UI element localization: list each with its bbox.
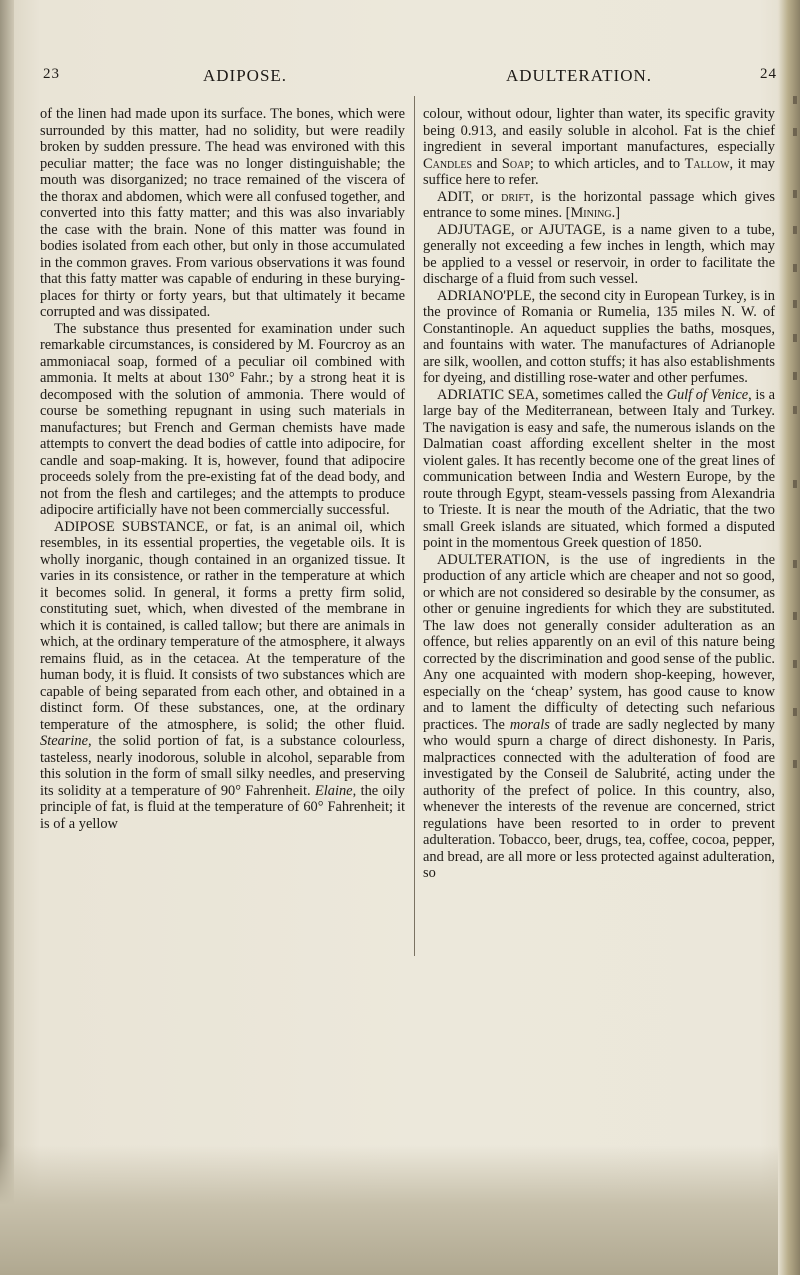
entry-headword: ADJUTAGE, <box>437 221 515 238</box>
cross-reference: Candles <box>423 155 473 172</box>
entry-adjutage <box>423 222 775 288</box>
entry-text: , is a large bay of the Mediterranean, between Italy and Turkey. The navigation is easy and safe, the numerous islands on the Dalmatian coast affording excellent shelter in the most violent gales. It has recently become one of the great lines of communication between India and Western Europe, by the route through Egypt, steam-vessels passing from Alexandria to Trieste. It is near the mouth of the Adriatic, that the two small Greek islands are situated, which formed a disputed point in the momentous Greek question of 1850. <box>423 386 775 551</box>
entry-text: .] <box>611 205 620 221</box>
italic-term: Gulf of Venice <box>666 386 749 403</box>
paragraph-adipocire-continued: of the linen had made upon its surface. The bones, which were surrounded by this matter, had no solidity, but were readily broken by sudden pressure. The head was environed with this peculiar matter; the face was no longer distinguishable; the mouth was disorganized; no trace remained of the viscera of the thorax and abdomen, which were all confused together, and converted into this fatty matter; and this was also invariably the case with the brain. None of this matter was found in bodies isolated from each other, but only in those accumulated in the common graves. From various observations it was found that this fatty matter was capable of enduring in these burying-places for thirty or forty years, but that ultimately it became corrupted and was dissipated. <box>40 106 405 320</box>
cross-reference: Tallow <box>684 155 730 172</box>
paragraph-fourcroy: The substance thus presented for examination under such remarkable circumstances, is considered by M. Fourcroy as an ammoniacal soap, formed of a peculiar oil combined with ammonia. It melts at about 130° Fahr.; by a strong heat it is decomposed with the solution of ammonia. There would of course be something repugnant in using such materials in manufactures; but French and German chemists have made attempts to convert the dead bodies of cattle into adipocire, for candle and soap-making. It is, however, found that adipocire proceeds solely from the pre-existing fat of the dead body, and not from the flesh and cartileges; and the attempts to produce adipocire artificially have not been commercially successful. <box>40 320 405 518</box>
entry-adriatic-sea <box>423 387 775 552</box>
entry-headword: ADRIATIC SEA, <box>437 386 539 403</box>
right-page-edge <box>778 0 800 1275</box>
entry-text: ; to which articles, and to <box>529 155 685 172</box>
entry-text: or <box>473 188 502 205</box>
entry-headword: ADIT, <box>437 188 474 205</box>
entry-text: , it may suffice here to refer. <box>423 155 775 188</box>
entry-text: is the use of ingredients in the production of any article which are cheaper and not so good, or which are not considered so desirable by the consumer, as other or genuine ingredients for which they are substituted. The law does not generally consider adulteration as an offence, but relies apparently on an evil of this nature being corrected by the discrimination and good sense of the public. Any one acquainted with modern shop-keeping, however, especially on the ‘cheap’ system, has good cause to know and to lament the difficulty of detecting such nefarious practices. The <box>423 551 775 733</box>
entry-adrianople <box>423 288 775 387</box>
italic-term: morals <box>509 716 550 733</box>
entry-text: or AJUTAGE, is a name given to a tube, generally not exceeding a few inches in length, which may be applied to a vessel or reservoir, in order to facilitate the discharge of a fluid from such vessel. <box>423 221 775 287</box>
entry-text: , is the horizontal passage which gives entrance to some mines. [ <box>423 188 775 221</box>
entry-text: the second city in European Turkey, is in the province of Romania or Rumelia, 135 miles N. W. of Constantinople. An aqueduct supplies the baths, mosques, and fountains with water. The manufactures of Adrianople are silk, woollen, and cotton stuffs; it has also establishments for dyeing, and distilling rose-water and other perfumes. <box>423 287 775 386</box>
entry-headword: ADULTERATION, <box>437 551 550 568</box>
cross-reference: Mining <box>570 205 612 221</box>
entry-headword: ADIPOSE SUBSTANCE, <box>54 518 209 535</box>
entry-text: colour, without odour, lighter than water, its specific gravity being 0.913, and easily soluble in alcohol. Fat is the chief ingredient in several important manufactures, especially <box>423 106 775 155</box>
entry-adipose-substance <box>40 519 405 833</box>
small-caps-term: drift <box>501 188 530 205</box>
column-divider <box>414 96 415 956</box>
right-page-number: 24 <box>760 66 777 82</box>
left-running-title: ADIPOSE. <box>203 66 288 85</box>
right-column <box>423 106 775 882</box>
entry-text: , the oily principle of fat, is fluid at the temperature of 60° Fahrenheit; it is of a yellow <box>40 782 405 832</box>
italic-term: Elaine <box>314 782 353 799</box>
entry-adulteration <box>423 552 775 882</box>
right-running-title: ADULTERATION. <box>506 66 653 85</box>
entry-text: of trade are sadly neglected by many who would spurn a charge of direct dishonesty. In Paris, malpractices connected with the adulteration of food are investigated by the Conseil de Salubrité, acting under the authority of the prefect of police. In this country, also, whenever the interests of the revenue are concerned, strict regulations have been resorted to in order to prevent adulteration. Tobacco, beer, drugs, tea, coffee, cocoa, pepper, and bread, are all more or less protected against adulteration, so <box>423 716 775 881</box>
entry-text: , the solid portion of fat, is a substance colourless, tasteless, nearly inodorous, soluble in alcohol, separable from this solution in the form of small silky needles, and preserving its solidity at a temperature of 90° Fahrenheit. <box>40 733 405 799</box>
italic-term: Stearine <box>40 733 88 749</box>
entry-adit <box>423 189 775 222</box>
paragraph-fat-continued <box>423 106 775 189</box>
left-page-number: 23 <box>43 66 60 82</box>
entry-text: sometimes called the <box>538 386 667 403</box>
entry-headword: ADRIANO'PLE, <box>437 287 536 304</box>
cross-reference: Soap <box>501 155 530 172</box>
left-column <box>40 106 405 832</box>
bottom-page-shading <box>0 945 800 1275</box>
entry-text: and <box>472 155 502 172</box>
entry-text: or fat, is an animal oil, which resembles, in its essential properties, the vegetable oils. It is wholly inorganic, though contained in an organized tissue. It varies in its consistence, or rather in the temperature at which it becomes solid. In general, it forms a pretty firm solid, constituting suet, which, when divested of the membrane in which it is contained, is called tallow; but there are animals in which, at the ordinary temperature of the atmosphere, it always remains fluid, as in the cetacea. At the temperature of the human body, it is fluid. It consists of two substances which are capable of being separated from each other, and obtained in a distinct form. Of these substances, one, at the ordinary temperature of the atmosphere, is solid; the other fluid. <box>40 518 405 733</box>
